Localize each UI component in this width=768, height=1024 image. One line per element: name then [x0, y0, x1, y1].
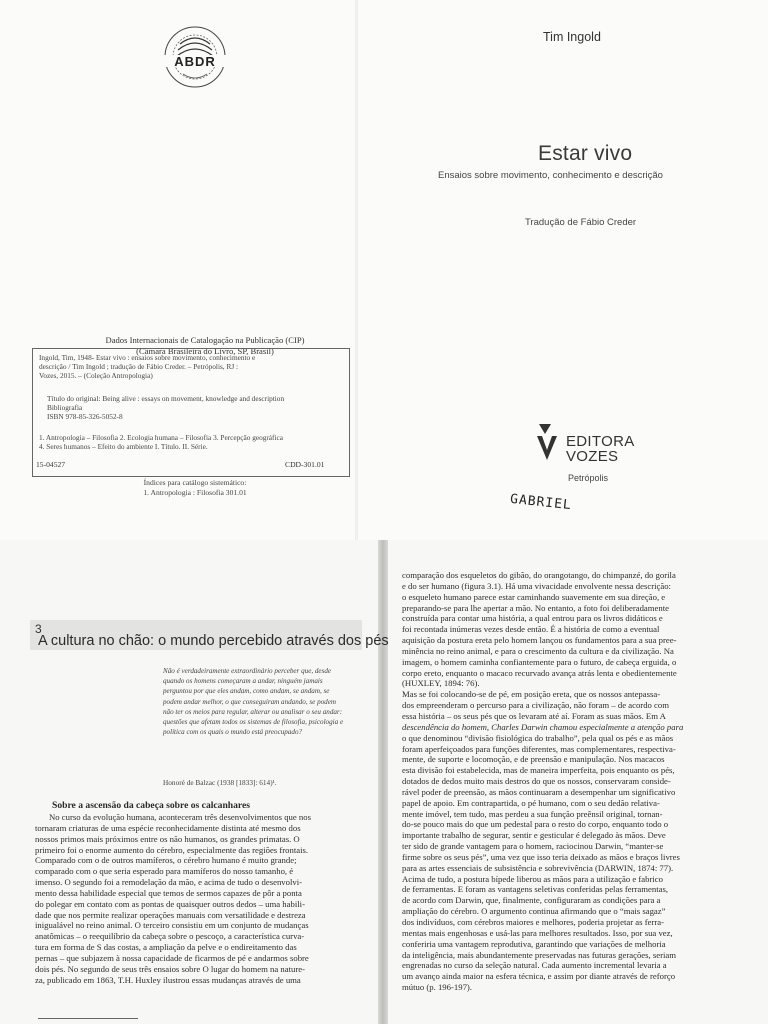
body-line: do-se pouco mais do que um pedestal para o resto do corpo, enquanto todo o	[402, 819, 669, 830]
body-line: dos empreenderam o percurso para a civilização, não foram – de acordo com	[402, 700, 670, 711]
body-line: corpo ereto, enquanto o macaco recurvado avança atrás lenta e obedientemente	[402, 667, 677, 678]
translator-credit: Tradução de Fábio Creder	[525, 217, 637, 228]
body-line: foram aperfeiçoados para funções diferentes, mas complementares, respectiva-	[402, 743, 676, 754]
cip-original-line: Bibliografia	[47, 403, 83, 413]
epigraph-line: quando os homens começaram a andar, ninguém jamais	[163, 677, 323, 686]
body-line: imagem, o homem caminha confiantemente para o futuro, de cabeça erguida, o	[402, 656, 677, 667]
section-heading: Sobre a ascensão da cabeça sobre os calcanhares	[52, 800, 251, 811]
handwritten-signature: GABRIEL	[509, 491, 573, 514]
body-line: firme sobre os seus pés”, uma vez que isso teria deixado as mãos e braços livres	[402, 851, 680, 862]
cip-index-heading: Índices para catálogo sistemático:	[143, 478, 247, 487]
body-line: foi recontada inúmeras vezes desde então. É a história de como a eventual	[402, 624, 660, 635]
cip-entry	[39, 353, 255, 381]
body-line: mento dessa habilidade especial que temos de sermos capazes de pôr a ponta	[35, 887, 302, 898]
epigraph-line: podem andar melhor, o que conseguiram andando, se podem	[163, 697, 336, 706]
body-line: o que denominou “divisão fisiológica do trabalho”, pela qual os pés e as mãos	[402, 732, 674, 743]
page-gutter-top	[355, 0, 358, 540]
publisher-name-line: VOZES	[566, 448, 619, 465]
epigraph-line: questões que afetam todos os sistemas de filosofia, psicologia e	[163, 718, 344, 727]
body-line: inigualável no reino animal. O terceiro consistiu em um conjunto de mudanças	[35, 920, 309, 931]
cip-subjects	[39, 433, 283, 451]
cip-original-line: Título do original: Being alive : essays on movement, knowledge and description	[47, 394, 285, 403]
chapter-epigraph	[163, 666, 348, 737]
body-line: anatômicas – o reequilíbrio da cabeça sobre o pescoço, a característica curva-	[35, 931, 305, 942]
body-line: primeiro foi o enorme aumento do cérebro, especialmente das regiões frontais.	[35, 844, 309, 855]
body-line: (HUXLEY, 1894: 76).	[402, 678, 480, 689]
cip-index-entry: 1. Antropologia : Filosofia 301.01	[143, 487, 247, 497]
body-line: Acima de tudo, a postura bípede liberou as mãos para a utilização e fabrico	[402, 873, 664, 884]
body-line: tornaram criaturas de uma espécie reconhecidamente distinta até mesmo dos	[35, 822, 301, 833]
publisher-name-line: EDITORA	[566, 433, 635, 450]
abdr-stamp-logo	[150, 22, 240, 92]
body-line: imenso. O segundo foi a remodelação da mão, e acima de tudo o desenvolvi-	[35, 877, 303, 888]
body-line: dois pés. No segundo de seus três ensaios sobre O lugar do homem na nature-	[35, 963, 305, 974]
body-line: No curso da evolução humana, aconteceram três desenvolvimentos que nos	[49, 812, 311, 822]
chapter-title: A cultura no chão: o mundo percebido através dos pés	[38, 633, 389, 649]
body-line: do polegar em contato com as pontas de quaisquer outros dedos – uma habili-	[35, 898, 305, 909]
body-line: e do ser humano (figura 3.1). Há uma vivacidade envolvente nessa descrição:	[402, 580, 671, 591]
body-line: dos indivíduos, com cérebros maiores e melhores, poderia projetar as ferra-	[402, 917, 664, 927]
body-line: descendência do homem, Charles Darwin chamou especialmente a atenção para	[402, 721, 684, 732]
body-line: ter sido de grande vantagem para o homem, raciocinou Darwin, “manter-se	[402, 841, 664, 852]
book-title: Estar vivo	[538, 142, 633, 165]
body-line: papel de apoio. Em contrapartida, o pé humano, com o seu dedão relativa-	[402, 797, 660, 808]
body-line: para as artes essenciais de subsistência e sobrevivência (DARWIN, 1874: 77).	[402, 862, 674, 873]
epigraph-line: não ter os meios para regular, alterar ou analisar o seu andar:	[163, 707, 343, 716]
vozes-logo-icon	[535, 420, 559, 464]
epigraph-line: política com os quais o mundo está preocupado?	[163, 728, 303, 737]
body-line: nossos primos mais próximos entre os não humanos, os grandes primatas. O	[35, 833, 300, 844]
book-author: Tim Ingold	[543, 30, 601, 44]
body-line: mentas mais engenhosas e usá-las para melhores resultados. Isso, por sua vez,	[402, 927, 673, 938]
cip-heading-line: Dados Internacionais de Catalogação na Publicação (CIP)	[105, 335, 305, 345]
body-line: construída para contar uma história, a qual entrou para os livros didáticos e	[402, 613, 663, 624]
body-line: de ferramentas. E foram as vantagens seletivas conferidas pelas ferramentas,	[402, 884, 669, 895]
body-line: o esqueleto humano parece estar caminhando suavemente em sua direção, e	[402, 591, 666, 602]
cip-record-number: 15-04527	[36, 460, 66, 469]
body-line: comparação dos esqueletos do gibão, do orangotango, do chimpanzé, do gorila	[402, 570, 676, 580]
body-line: tura em forma de S das costas, a ampliação da pelve e o endireitamento das	[35, 942, 297, 953]
body-line: ampliação do cérebro. O argumento continua afirmando que o “mais sagaz”	[402, 906, 666, 917]
cip-entry-line: descrição / Tim Ingold ; tradução de Fábio Creder. – Petrópolis, RJ :	[39, 362, 239, 372]
cip-cdd-code: CDD-301.01	[285, 460, 325, 469]
page-gutter-bottom	[378, 540, 388, 1024]
cip-original-title	[47, 394, 284, 422]
chapter-number: 3	[35, 622, 42, 636]
epigraph-source: Honoré de Balzac (1938 [1833]: 614)¹.	[163, 778, 277, 787]
body-line: rável poder de preensão, as mãos continuaram a desempenhar um significativo	[402, 786, 676, 797]
cip-original-line: ISBN 978-85-326-5052-8	[47, 412, 123, 422]
body-line: de acordo com Darwin, que, finalmente, configuraram as condições para a	[402, 895, 661, 906]
left-page-body	[35, 812, 361, 986]
cip-entry-line: Vozes, 2015. – (Coleção Antropologia)	[39, 371, 153, 381]
body-line: Comparado com o de outros mamíferos, o cérebro humano é muito grande;	[35, 855, 297, 866]
body-line: preparando-se para lhe apertar a mão. No entanto, a foto foi deliberadamente	[402, 602, 670, 613]
cip-entry-line: Ingold, Tim, 1948- Estar vivo : ensaios sobre movimento, conhecimento e	[39, 353, 256, 362]
body-line: essa história – os seus pés que os levaram até aí. Foram as suas mãos. Em A	[402, 710, 666, 721]
body-line: za, publicado em 1863, T.H. Huxley ilustrou essas mudanças através de uma	[35, 974, 301, 985]
body-line: da inteligência, mais abundantemente preservadas nas futuras gerações, seriam	[402, 949, 677, 960]
book-subtitle: Ensaios sobre movimento, conhecimento e descrição	[438, 170, 663, 181]
body-line: importante trabalho de segurar, sentir e gesticular é delegado às mãos. Deve	[402, 830, 666, 841]
footnote-rule	[38, 1018, 138, 1019]
cip-heading-line: (Câmara Brasileira do Livro, SP, Brasil)	[136, 346, 274, 356]
publisher-city: Petrópolis	[568, 473, 609, 483]
body-line: conferiria uma vantagem reprodutiva, garantindo que variações de melhoria	[402, 938, 666, 949]
body-line: mente, de suporte e locomoção, e de preensão e manipulação. Nos macacos	[402, 754, 665, 765]
epigraph-line: perguntou por que eles andam, como andam, se andam, se	[163, 687, 330, 696]
body-line: minência no reino animal, e para o crescimento da cultura e da civilização. Na	[402, 645, 674, 656]
body-line: mútuo (p. 196-197).	[402, 982, 472, 993]
publisher-name	[566, 434, 635, 464]
body-line: esta divisão foi estabelecida, mas de maneira imperfeita, pois enquanto os pés,	[402, 765, 675, 776]
body-line: mente imóvel, tem tudo, mas perdeu a sua função preênsil original, tornan-	[402, 808, 663, 819]
epigraph-line: Não é verdadeiramente extraordinário perceber que, desde	[163, 667, 332, 675]
body-line: engrenadas no curso da seleção natural. Cada aumento incremental levaria a	[402, 960, 667, 971]
body-line: comparado com o que seria esperado para mamíferos do nosso tamanho, é	[35, 866, 294, 877]
body-line: um avanço ainda maior na esfera técnica, e assim por diante através de reforço	[402, 971, 676, 982]
body-line: pernas – que subjazem à nossa capacidade de ficarmos de pé e andarmos sobre	[35, 952, 309, 963]
cip-record-box	[32, 348, 350, 477]
body-line: Mas se foi colocando-se de pé, em posição ereta, que os nossos antepassa-	[402, 689, 661, 700]
body-line: aquisição da postura ereta pelo homem lançou os fundamentos para a sua pree-	[402, 635, 677, 646]
body-line: dade que nos permite realizar operações manuais com versatilidade e destreza	[35, 909, 306, 920]
svg-text:ABDR: ABDR	[174, 54, 216, 69]
cip-subject-line: 1. Antropologia – Filosofia 2. Ecologia humana – Filosofia 3. Percepção geográfica	[39, 433, 283, 442]
body-line: dotados de dedos muito mais destros do que os nossos, conservaram conside-	[402, 776, 671, 787]
cip-index	[95, 478, 295, 498]
right-page-body	[402, 570, 742, 993]
cip-subject-line: 4. Seres humanos – Efeito do ambiente I. Título. II. Série.	[39, 442, 208, 452]
